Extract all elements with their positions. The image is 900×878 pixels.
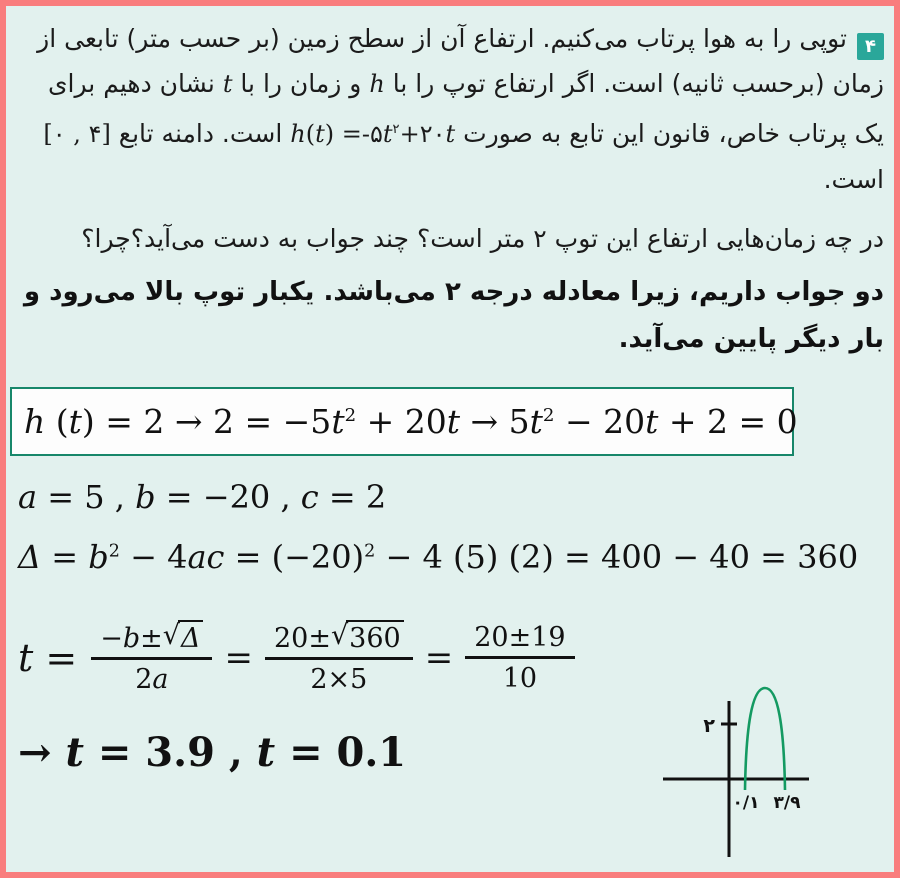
boxed-equation-text: h $(t) = 2 \to 2 = -5t^2 + 20t \to 5t^2 - 20t + 2 = 0$ (24, 402, 798, 441)
domain-interval: [۰ , ۴] (43, 120, 111, 148)
fraction-final-denominator: 10 (502, 662, 538, 694)
equals-sign-2: = (424, 637, 454, 678)
problem-text-4: است. دامنه تابع (110, 119, 291, 148)
root1-label: ۰/۱ (732, 793, 760, 813)
t-equals: t = (18, 635, 78, 680)
fraction-numeric-numerator (265, 620, 413, 660)
fraction-symbolic (91, 620, 212, 695)
sqrt-360-radicand: 360 (346, 620, 404, 654)
problem-text-2: و زمان را با (232, 69, 370, 98)
problem-text-1: توپی را به هوا پرتاب می‌کنیم. ارتفاع آن از سطح زمین (بر حسب متر) تابعی از زمان (برحسب ثانیه) است. اگر ارتفاع توپ را با (37, 24, 884, 98)
sqrt-delta (163, 620, 204, 654)
radical-icon: √ (162, 620, 180, 651)
result-line: → t = 3.9 , t = 0.1 (18, 729, 407, 777)
sqrt-360 (331, 620, 404, 654)
answer-text: دو جواب داریم، زیرا معادله درجه ۲ می‌باشد. یکبار توپ بالا می‌رود و بار دیگر پایین می‌آید. (23, 277, 884, 354)
time-variable: t (222, 70, 233, 98)
fraction-final (465, 622, 574, 694)
parabola-curve (745, 688, 785, 790)
numerator-prefix-2: 20± (273, 623, 331, 654)
question-text: در چه زمان‌هایی ارتفاع این توپ ۲ متر است؟ چند جواب به دست می‌آید؟چرا؟ (81, 224, 884, 253)
coefficients-line: a = 5 , b = −20 , c = 2 (18, 478, 387, 516)
fraction-numeric-denominator: 2×5 (310, 664, 368, 696)
equals-sign-1: = (224, 637, 253, 678)
problem-number-badge: ۴ (857, 33, 884, 60)
radical-icon-2: √ (330, 620, 349, 651)
fraction-symbolic-numerator (91, 620, 212, 660)
fraction-numeric (265, 620, 413, 695)
problem-statement (18, 16, 884, 202)
sqrt-delta-radicand: Δ (178, 620, 204, 654)
parabola-graph (656, 661, 896, 873)
fraction-final-numerator: 20±19 (465, 622, 574, 659)
numerator-prefix: −b± (100, 623, 163, 654)
discriminant-line: $\Delta = b^2 - 4ac = (-20)^2 - 4$ (5) (2) = 400 − 40 = 360 (18, 538, 859, 576)
problem-text-5: است. (823, 165, 884, 194)
root2-label: ۳/۹ (773, 793, 801, 813)
boxed-equation (10, 387, 798, 456)
problem-text-3: نشان دهیم برای یک پرتاب خاص، قانون این تابع به صورت (47, 69, 884, 148)
height-variable: h (369, 70, 385, 98)
y-tick-label: ۲ (703, 715, 715, 737)
height-function-formula: $h(t) =-۵t^۲+۲۰t$ (290, 120, 456, 148)
fraction-symbolic-denominator: 2a (135, 664, 169, 696)
